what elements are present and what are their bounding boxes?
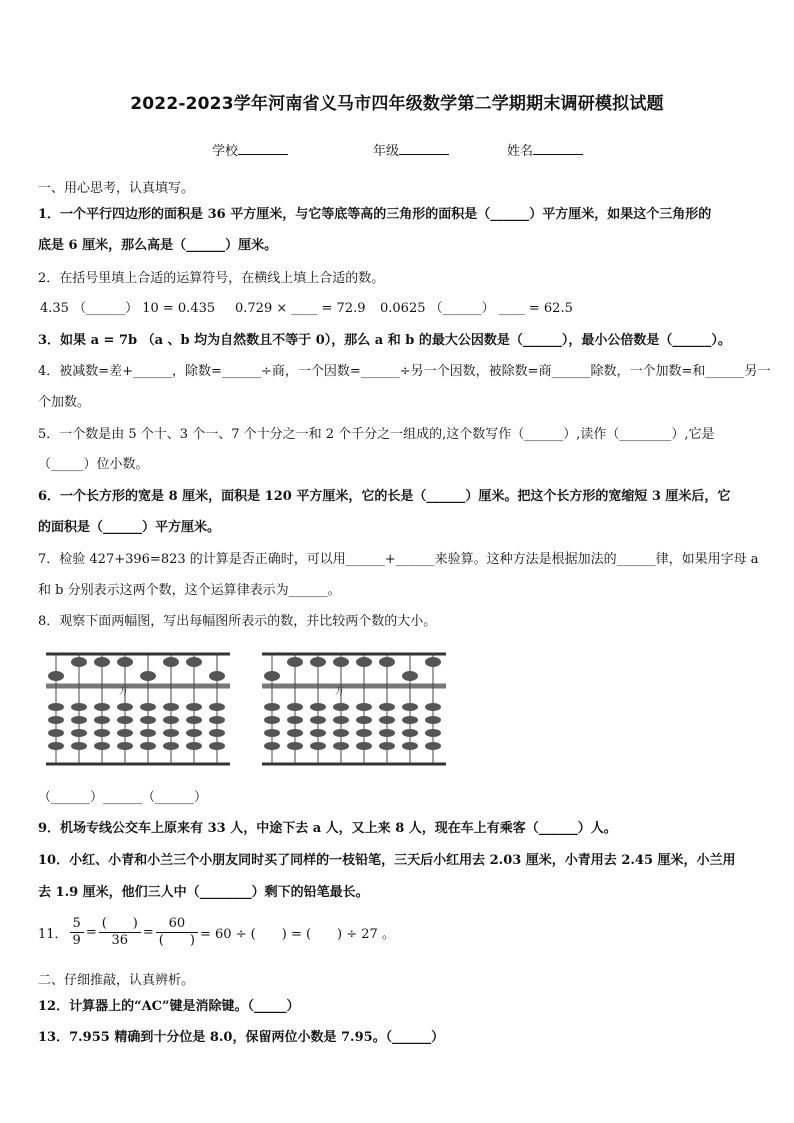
question-2-math-3: 0.0625 （______） ____ = 62.5: [380, 301, 573, 316]
fraction-3-numerator: 60: [156, 916, 198, 933]
page-title: 2022-2023学年河南省义马市四年级数学第二学期期末调研模拟试题: [130, 94, 664, 114]
question-10-line-1: 10．小红、小青和小兰三个小朋友同时买了同样的一枝铅笔，三天后小红用去 2.03 厘米，小青用去 2.45 厘米，小兰用: [38, 853, 736, 868]
question-7-line-2: 和 b 分别表示这两个数，这个运算律表示为______。: [38, 583, 341, 598]
question-2-math-2: 0.729 × ____ = 72.9: [235, 301, 366, 316]
grade-field: [373, 140, 449, 159]
question-6-line-1: 6．一个长方形的宽是 8 厘米，面积是 120 平方厘米，它的长是（______）厘米。把这个长方形的宽缩短 3 厘米后，它: [38, 489, 731, 504]
fraction-2-numerator: ( ): [99, 916, 141, 933]
name-label: 姓名: [507, 144, 534, 159]
abacus-left-wan-label: 万: [119, 687, 129, 697]
abacus-right-image: [260, 652, 450, 768]
question-2-math-1: 4.35 （______） 10 = 0.435: [40, 301, 216, 316]
question-1-line-1: 1．一个平行四边形的面积是 36 平方厘米，与它等底等高的三角形的面积是（______）平方厘米，如果这个三角形的: [38, 207, 712, 222]
question-3: 3．如果 a = 7b （a 、b 均为自然数且不等于 0），那么 a 和 b 的最大公因数是（______），最小公倍数是（______）。: [38, 333, 731, 348]
question-5-line-1: 5．一个数是由 5 个十、3 个一、7 个十分之一和 2 个千分之一组成的,这个数写作（______）,读作（________）,它是: [38, 427, 715, 442]
question-6-line-2: 的面积是（______）平方厘米。: [38, 520, 221, 535]
question-9: 9．机场专线公交车上原来有 33 人，中途下去 a 人，又上来 8 人，现在车上有乘客（______）人。: [38, 821, 617, 836]
grade-blank[interactable]: [399, 141, 449, 155]
fraction-1: [70, 916, 84, 949]
abacus-left-image: [44, 652, 234, 768]
question-11-tail: = 60 ÷ ( ) = ( ) ÷ 27 。: [199, 927, 395, 942]
fraction-3-denominator: ( ): [158, 933, 195, 948]
fraction-1-denominator: 9: [72, 933, 81, 948]
question-5-line-2: （_____）位小数。: [38, 457, 149, 472]
equals-sign-1: =: [85, 925, 97, 940]
question-2: 2．在括号里填上合适的运算符号，在横线上填上合适的数。: [38, 271, 385, 286]
abacus-right-beads: [264, 657, 441, 750]
fraction-2-denominator: 36: [111, 933, 129, 948]
section2-heading: 二、仔细推敲，认真辨析。: [38, 973, 195, 988]
question-4-line-1: 4．被减数=差+______，除数=______÷商，一个因数=______÷另一个因数，被除数=商______除数，一个加数=和______另一: [38, 364, 771, 379]
section1-heading: 一、用心思考，认真填写。: [38, 181, 195, 196]
abacus-right-wan-label: 万: [335, 687, 345, 697]
fraction-1-numerator: 5: [70, 916, 84, 933]
school-label: 学校: [212, 144, 239, 159]
question-8-answer: （______）______（______）: [38, 790, 208, 805]
question-7-line-1: 7．检验 427+396=823 的计算是否正确时，可以用______+______来验算。这种方法是根据加法的______律，如果用字母 a: [38, 552, 759, 567]
question-8: 8．观察下面两幅图，写出每幅图所表示的数，并比较两个数的大小。: [38, 614, 437, 629]
grade-label: 年级: [373, 144, 400, 159]
name-field: [507, 140, 583, 159]
name-blank[interactable]: [533, 141, 583, 155]
school-blank[interactable]: [238, 141, 288, 155]
abacus-left-beads: [48, 657, 225, 750]
fraction-3: [156, 916, 198, 949]
question-12: 12．计算器上的“AC”键是消除键。（_____）: [38, 999, 300, 1014]
school-field: [212, 140, 288, 159]
fraction-2: [99, 916, 141, 949]
equals-sign-2: =: [142, 925, 154, 940]
question-1-line-2: 底是 6 厘米，那么高是（______）厘米。: [38, 238, 278, 253]
question-10-line-2: 去 1.9 厘米，他们三人中（________）剩下的铅笔最长。: [38, 885, 369, 900]
question-11: [38, 916, 395, 949]
question-11-label: 11．: [38, 927, 68, 942]
question-13: 13．7.955 精确到十分位是 8.0，保留两位小数是 7.95。（______）: [38, 1030, 445, 1045]
question-4-line-2: 个加数。: [38, 395, 91, 410]
